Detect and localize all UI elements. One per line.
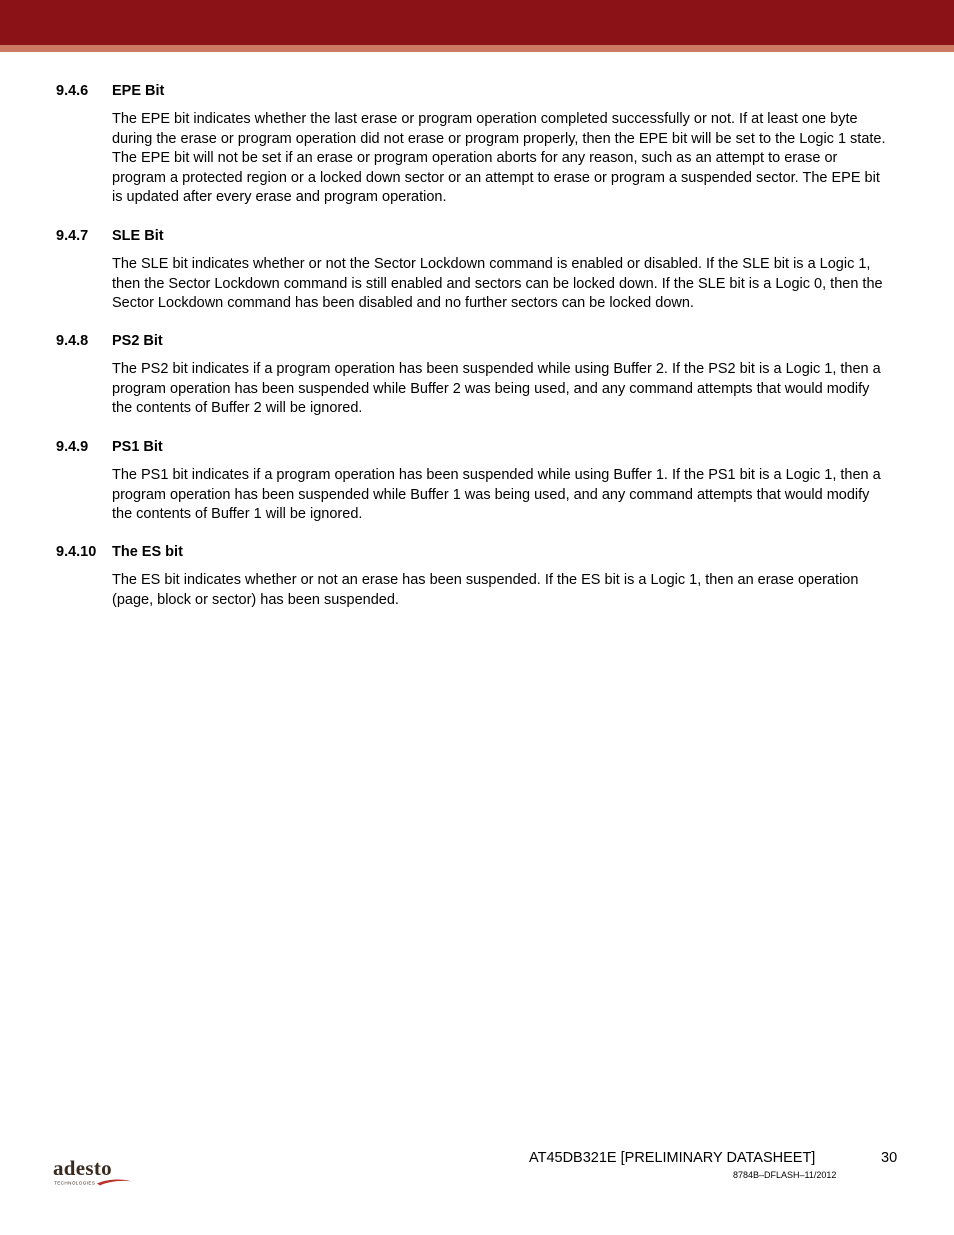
section-heading — [0, 333, 954, 353]
footer-page-number: 30 — [881, 1150, 898, 1166]
section-title: SLE Bit — [112, 228, 164, 244]
section-ps1-bit — [0, 439, 954, 523]
body-line: The PS1 bit indicates if a program operation has been suspended while using Buffer 1. If the PS1 bit is a Logic 1, then a — [112, 467, 881, 483]
body-line: The EPE bit indicates whether the last erase or program operation completed successfully or not. If at least one byte — [112, 111, 858, 127]
section-number: 9.4.9 — [56, 439, 89, 455]
section-title: The ES bit — [112, 544, 183, 560]
footer-doc-title: AT45DB321E [PRELIMINARY DATASHEET] — [529, 1150, 816, 1166]
section-epe-bit — [0, 83, 954, 206]
section-number: 9.4.10 — [56, 544, 97, 560]
section-title: PS1 Bit — [112, 439, 163, 455]
section-heading — [0, 83, 954, 103]
section-sle-bit — [0, 228, 954, 312]
body-line: program a protected region or a locked down sector or an attempt to erase or program a suspended sector. The EPE bit — [112, 169, 880, 186]
section-body — [112, 110, 902, 208]
body-line: the contents of Buffer 1 will be ignored. — [112, 506, 363, 523]
body-line: The ES bit indicates whether or not an erase has been suspended. If the ES bit is a Logic 1, then an erase operation — [112, 572, 859, 588]
section-heading — [0, 544, 954, 564]
section-number: 9.4.7 — [56, 228, 89, 244]
section-title: PS2 Bit — [112, 333, 163, 349]
logo-wordmark: adesto — [53, 1156, 112, 1180]
section-number: 9.4.6 — [56, 83, 89, 99]
section-heading — [0, 228, 954, 248]
section-body — [112, 255, 902, 314]
section-ps2-bit — [0, 333, 954, 417]
body-line: then the Sector Lockdown command is still enabled and sectors can be locked down. If the SLE bit is a Logic 0, then the — [112, 275, 883, 292]
body-line: program operation has been suspended while Buffer 2 was being used, and any command attempts that would modify — [112, 380, 870, 397]
header-stripe — [0, 45, 954, 52]
body-line: is updated after every erase and program operation. — [112, 189, 447, 206]
footer-doc-code: 8784B–DFLASH–11/2012 — [733, 1170, 837, 1180]
adesto-logo — [53, 1155, 138, 1189]
section-es-bit — [0, 544, 954, 608]
body-line: The SLE bit indicates whether or not the Sector Lockdown command is enabled or disabled. If the SLE bit is a Logic 1, — [112, 256, 871, 272]
body-line: program operation has been suspended while Buffer 1 was being used, and any command attempts that would modify — [112, 486, 870, 503]
section-title: EPE Bit — [112, 83, 165, 99]
body-line: during the erase or program operation did not erase or program properly, then the EPE bit will be set to the Logic 1 state. — [112, 130, 886, 147]
section-number: 9.4.8 — [56, 333, 89, 349]
body-line: (page, block or sector) has been suspended. — [112, 591, 399, 608]
body-line: The PS2 bit indicates if a program operation has been suspended while using Buffer 2. If the PS2 bit is a Logic 1, then a — [112, 361, 881, 377]
logo-tagline: TECHNOLOGIES — [54, 1180, 96, 1186]
section-body — [112, 466, 902, 525]
logo-swoosh — [97, 1179, 131, 1185]
section-body — [112, 360, 902, 419]
body-line: Sector Lockdown command has been disabled and no further sectors can be locked down. — [112, 295, 694, 312]
section-heading — [0, 439, 954, 459]
body-line: the contents of Buffer 2 will be ignored. — [112, 400, 363, 417]
section-body — [112, 571, 902, 610]
header-bar — [0, 0, 954, 45]
body-line: The EPE bit will not be set if an erase or program operation aborts for any reason, such as an attempt to erase or — [112, 150, 838, 167]
